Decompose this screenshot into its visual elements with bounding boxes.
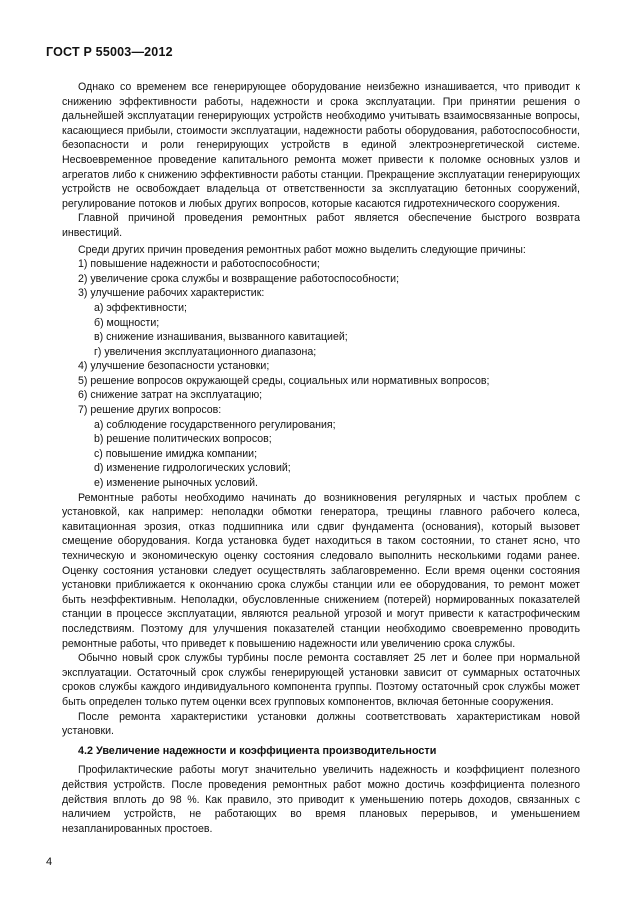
- sub-list-item: г) увеличения эксплуатационного диапазона;: [94, 345, 317, 358]
- paragraph-other-reasons: Среди других причин проведения ремонтных работ можно выделить следующие причины:: [78, 243, 526, 256]
- list-item: 1) повышение надежности и работоспособности;: [78, 258, 320, 271]
- list-item: 7) решение других вопросов:: [78, 404, 222, 417]
- list-item: 4) улучшение безопасности установки;: [78, 360, 270, 373]
- sub-list-item: а) соблюдение государственного регулирования;: [94, 418, 336, 431]
- sub-list-item: d) изменение гидрологических условий;: [94, 462, 291, 475]
- list-item: 2) увеличение срока службы и возвращение работоспособности;: [78, 272, 400, 285]
- sub-list-item: б) мощности;: [94, 316, 160, 329]
- sub-list-item: e) изменение рыночных условий.: [94, 477, 258, 490]
- paragraph-after-repair: После ремонта характеристики установки должны соответствовать характеристикам новой установки.: [62, 710, 580, 738]
- sub-list-item: c) повышение имиджа компании;: [94, 447, 258, 460]
- list-item: 5) решение вопросов окружающей среды, социальных или нормативных вопросов;: [78, 374, 490, 387]
- sub-list-item: в) снижение изнашивания, вызванного кавитацией;: [94, 331, 348, 344]
- list-item: 6) снижение затрат на эксплуатацию;: [78, 389, 263, 402]
- paragraph-preventive: Профилактические работы могут значительно увеличить надежность и коэффициент полезного действия устройств. После проведения ремонтных работ можно достичь коэффициента полезного действия вплоть до 98 %. Как правило, это приводит к уменьшению потерь доходов, связанных с наличием устройств, не работающих во время плановых перерывов, и уменьшением незапланированных простоев.: [62, 764, 580, 835]
- page-number: 4: [46, 856, 53, 868]
- paragraph-service-life: Обычно новый срок службы турбины после ремонта составляет 25 лет и более при нормальной эксплуатации. Остаточный срок службы генерирующей установки зависит от суммарных остаточных сроков службы каждого индивидуального компонента группы. Поэтому остаточный срок службы может быть определен только путем оценки всех групповых компонентов, включая бетонные сооружения.: [62, 652, 580, 708]
- body-text: [62, 80, 580, 836]
- paragraph-wear: Однако со временем все генерирующее оборудование неизбежно изнашивается, что приводит к снижению эффективности работы, надежности и срока эксплуатации. При принятии решения о дальнейшей эксплуатации генерирующих устройств необходимо учитывать взаимосвязанные вопросы, касающиеся прибыли, стоимости эксплуатации, надежности работы оборудования, работоспособности, безопасности и роли генерирующих устройств в единой электроэнергетической системе. Несвоевременное проведение капитального ремонта может привести к поломке основных узлов и агрегатов либо к снижению эффективности работы станции. Прекращение эксплуатации генерирующих устройств не освобождает владельца от ответственности за эксплуатацию бетонных сооружений, регулирование потоков и любых других вопросов, которые касаются гидротехнического сооружения.: [62, 81, 580, 210]
- standard-header: ГОСТ Р 55003—2012: [46, 45, 173, 59]
- section-heading: 4.2 Увеличение надежности и коэффициента производительности: [78, 744, 437, 757]
- paragraph-repair-timing: Ремонтные работы необходимо начинать до возникновения регулярных и частых проблем с установкой, как например: неполадки обмотки генератора, трещины главного рабочего колеса, кавитационная эрозия, отказ подшипника или сдвиг фундамента (основания), который вызовет смещение оборудования. Когда установка будет находиться в таком состоянии, то станет ясно, что техническую и экономическую оценку состояния следовало выполнить несколькими годами ранее. Оценку состояния установки следует осуществлять заблаговременно. Если время оценки состояния установки приближается к окончанию срока службы станции или ее оборудования, то ремонт может быть неэффективным. Неполадки, обусловленные снижением (потерей) нормированных показателей станции в процессе эксплуатации, являются реальной угрозой и могут привести к катастрофическим последствиям. Поэтому для улучшения показателей станции необходимо своевременно проводить ремонтные работы, что приведет к повышению надежности или увеличению срока службы.: [62, 491, 580, 650]
- list-item: 3) улучшение рабочих характеристик:: [78, 287, 265, 300]
- sub-list-item: а) эффективности;: [94, 301, 187, 314]
- sub-list-item: b) решение политических вопросов;: [94, 433, 272, 446]
- paragraph-main-reason: Главной причиной проведения ремонтных работ является обеспечение быстрого возврата инвестиций.: [62, 212, 580, 239]
- reasons-list: [62, 257, 580, 491]
